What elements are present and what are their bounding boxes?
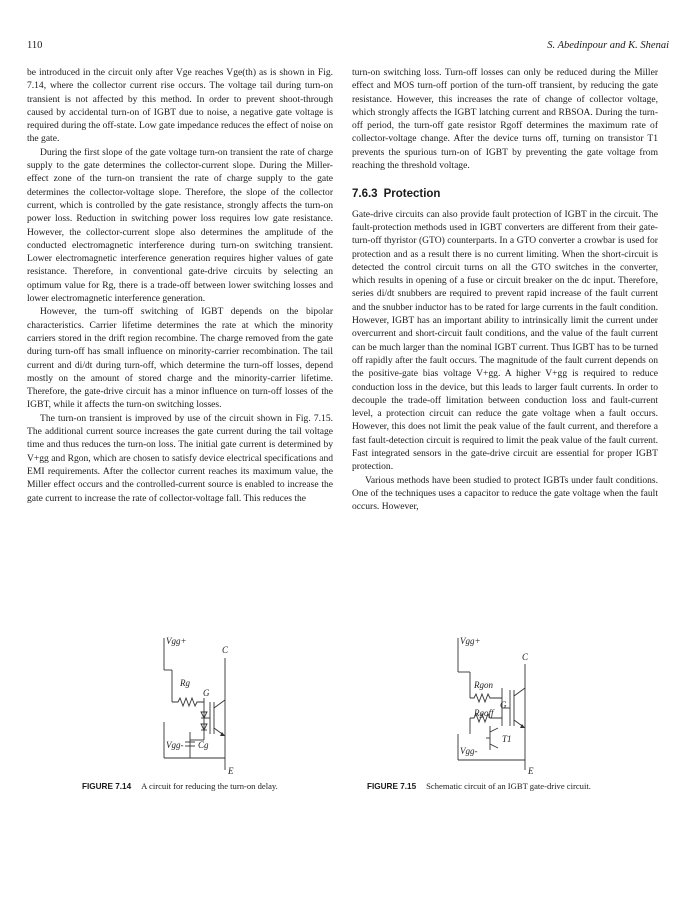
caption-text-7-14: A circuit for reducing the turn-on delay. bbox=[141, 781, 278, 791]
label-rgoff: Rgoff bbox=[474, 708, 494, 718]
left-paragraph-4: The turn-on transient is improved by use of the circuit shown in Fig. 7.15. The additional current source increases the gate current during the tail voltage time and thus reduces the turn-on loss. The initial gate current is determined by V+gg and Rgon, which are chosen to satisfy device electrical specifications and EMI requirements. After the collector current reaches its maximum value, the Miller effect occurs and the controlled-current source is enabled to increase the gate current to increase the rate of collector-voltage fall. This reduces the bbox=[27, 412, 333, 504]
circuit-diagram-1 bbox=[150, 630, 280, 780]
running-header-authors: S. Abedinpour and K. Shenai bbox=[547, 40, 669, 51]
label-vgg-minus-2: Vgg- bbox=[460, 746, 478, 756]
right-paragraph-1: turn-on switching loss. Turn-off losses can only be reduced during the Miller effect and MOS turn-off portion of the turn-off transient, by reducing the gate resistance. However, this increases the rate of change of collector voltage, which strongly affects the IGBT latching current and RBSOA. During the turn-off period, the turn-off gate resistor Rgoff determines the maximum rate of collector-voltage change. After the device turns off, turning on transistor T1 prevents the spurious turn-on of IGBT by preventing the gate voltage from reaching the threshold voltage. bbox=[352, 67, 658, 172]
left-column bbox=[27, 66, 333, 505]
section-heading bbox=[352, 188, 658, 201]
label-t1: T1 bbox=[502, 734, 512, 744]
section-title: Protection bbox=[383, 188, 441, 201]
left-paragraph-3: However, the turn-off switching of IGBT depends on the bipolar characteristics. Carrier lifetime determines the rate at which the minority carriers stored in the drift region recombine. The charge removed from the gate during turn-off has small influence on minority-carrier recombination. The tail current and di/dt during turn-off, which determine the turn-off losses, depend mostly on the amount of stored charge and the minority-carrier lifetime. Therefore, the gate-drive circuit has a minor influence on turn-off losses of the IGBT, while it affects the turn-on switching losses. bbox=[27, 306, 333, 411]
label-emitter-2: E bbox=[528, 766, 534, 776]
left-paragraph-1: be introduced in the circuit only after Vge reaches Vge(th) as is shown in Fig. 7.14, where the collector current rise occurs. The voltage tail during turn-on transient is not affected by this method. In order to prevent shoot-through caused by accidental turn-on of IGBT due to noise, a negative gate voltage is required during the off-state. Low gate impedance reduces the effect of noise on the gate. bbox=[27, 67, 333, 145]
caption-text-7-15: Schematic circuit of an IGBT gate-drive circuit. bbox=[426, 781, 591, 791]
label-rg: Rg bbox=[180, 678, 190, 688]
caption-label-7-15: FIGURE 7.15 bbox=[367, 782, 417, 791]
left-paragraph-2: During the first slope of the gate voltage turn-on transient the rate of charge supply to the gate determines the collector-current slope. During the Miller-effect zone of the turn-on transient the rate of charge supply to the gate determines the collector-voltage slope. Therefore, the slope of the collector current, which is controlled by the gate resistance, strongly affects the turn-on power loss. Reduction in switching power loss requires low gate resistance. However, the collector-current slope also determines the amplitude of the conducted electromagnetic interference during turn-on switching transient. Lower electromagnetic interference generation requires higher values of gate resistance. Therefore, in conventional gate-drive circuits by selecting an optimum value for Rg, there is a trade-off between lower switching losses and lower electromagnetic interference generation. bbox=[27, 146, 333, 305]
label-vgg-plus-2: Vgg+ bbox=[460, 636, 481, 646]
figure-7-14-caption bbox=[82, 781, 278, 791]
figure-7-14-circuit bbox=[150, 630, 280, 785]
label-vgg-minus: Vgg- bbox=[166, 740, 184, 750]
figure-7-15-circuit bbox=[440, 630, 570, 785]
caption-label-7-14: FIGURE 7.14 bbox=[82, 782, 132, 791]
section-number: 7.6.3 bbox=[352, 188, 378, 201]
label-collector-2: C bbox=[522, 652, 529, 662]
label-collector: C bbox=[222, 645, 229, 655]
right-paragraph-2: Gate-drive circuits can also provide fault protection of IGBT in the circuit. The fault-protection methods used in IGBT converters are different from their gate-turn-off thyristor (GTO) counterparts. In a GTO converter a crowbar is used for protection and as a result there is no current limiting. When the short-circuit is detected the control circuit turns on all the GTO switches in the converter, which results in opening of a fuse or circuit breaker on the dc input. Therefore, series di/dt snubbers are required to prevent rapid increase of the fault current and the snubber inductor has to be rated for large currents in the fault condition. However, IGBT has an important ability to intrinsically limit the current under overcurrent and short-circuit fault conditions, and the value of the fault current can be much larger than the nominal IGBT current. Thus IGBT has to be turned off rapidly after the fault occurs. The magnitude of the fault current depends on the positive-gate bias voltage V+gg. A higher V+gg is required to reduce conduction loss in the device, but this leads to larger fault currents. In order to decouple the trade-off limitation between conduction loss and fault-current level, a protection circuit can reduce the gate voltage when a fault occurs. However, this does not limit the peak value of the fault current, and therefore a fast fault-detection circuit is required to limit the peak value of the fault current. Fast integrated sensors in the gate-drive circuit are essential for proper IGBT protection. bbox=[352, 208, 658, 473]
right-column bbox=[352, 66, 658, 514]
label-vgg-plus: Vgg+ bbox=[166, 636, 187, 646]
label-rgon: Rgon bbox=[474, 680, 493, 690]
label-cg: Cg bbox=[198, 740, 209, 750]
circuit-diagram-2 bbox=[440, 630, 570, 780]
right-paragraph-3: Various methods have been studied to protect IGBTs under fault conditions. One of the techniques uses a capacitor to reduce the gate voltage when the fault occurs. However, bbox=[352, 474, 658, 513]
label-gate: G bbox=[203, 688, 210, 698]
label-gate-2: G bbox=[500, 700, 507, 710]
page-number: 110 bbox=[27, 40, 43, 51]
label-emitter: E bbox=[228, 766, 234, 776]
figure-7-15-caption bbox=[367, 781, 591, 791]
